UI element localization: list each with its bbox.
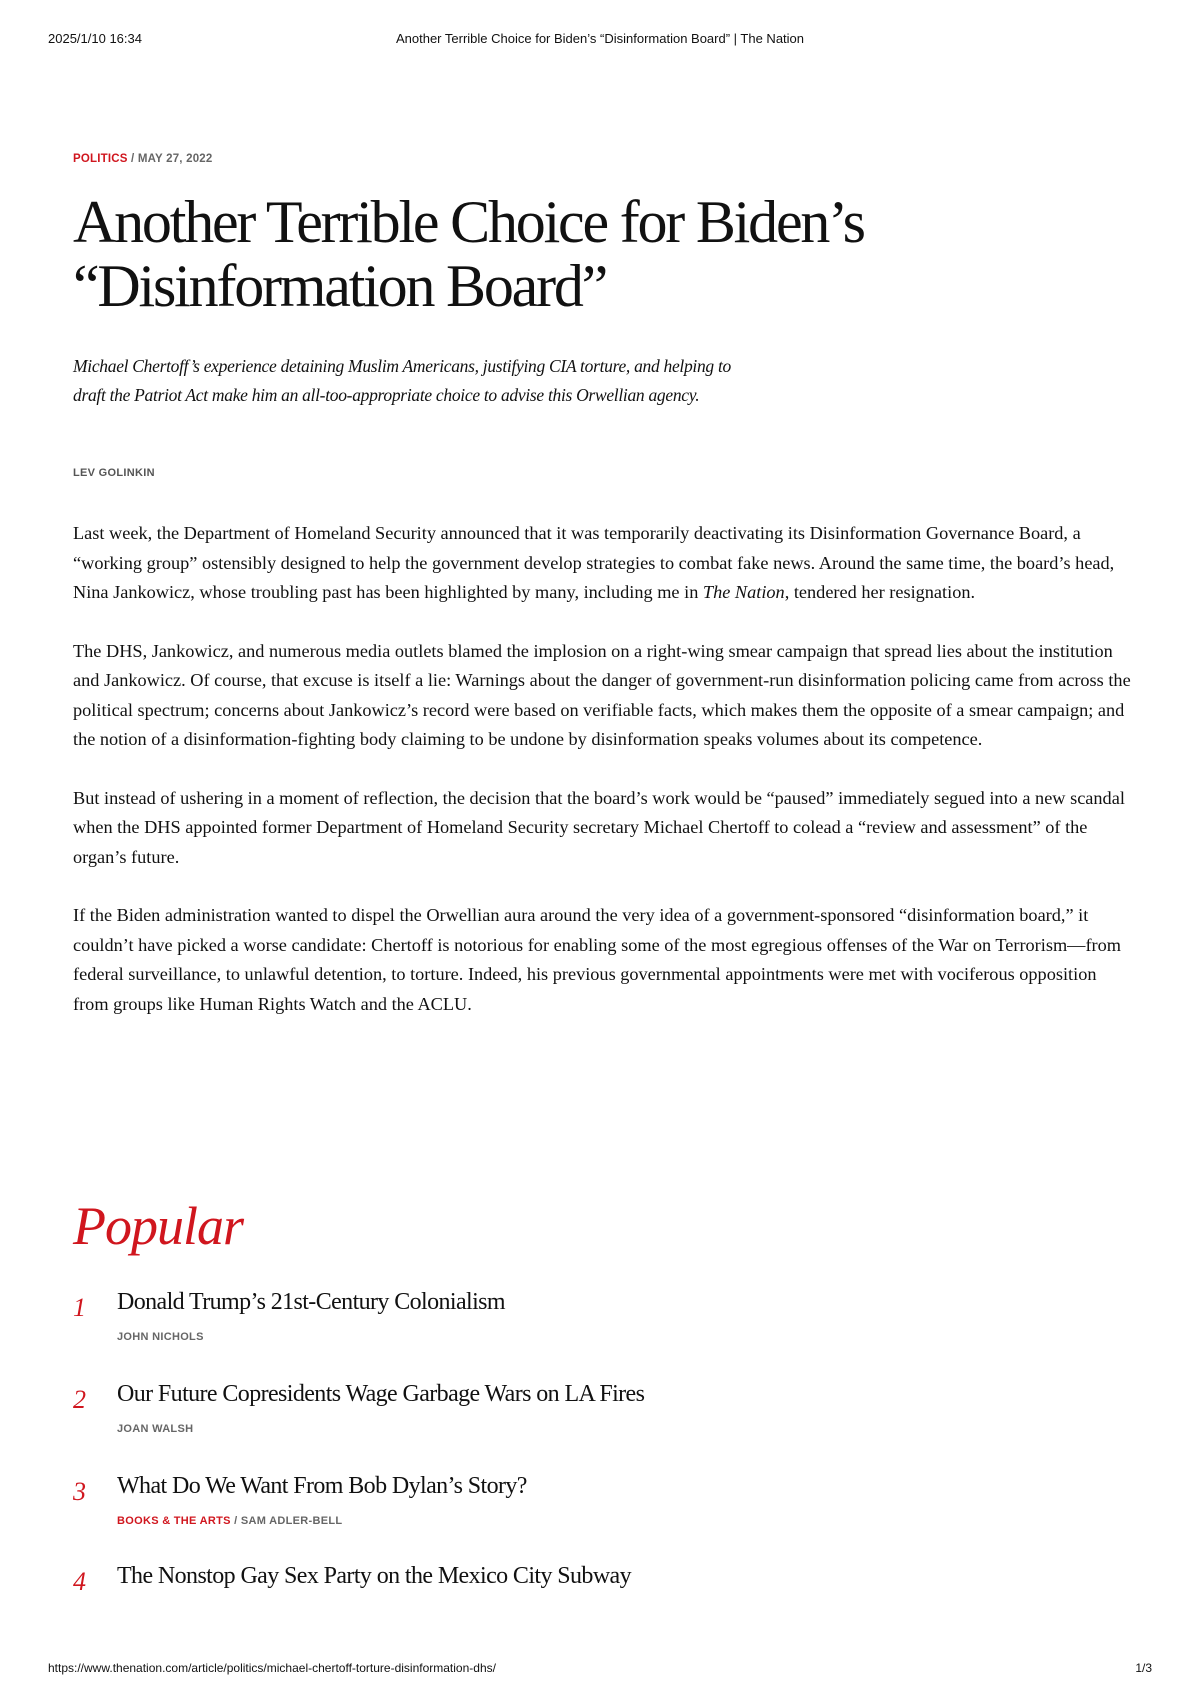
popular-title-link[interactable]: The Nonstop Gay Sex Party on the Mexico City Subway — [117, 1563, 632, 1589]
popular-heading: Popular — [73, 1196, 244, 1256]
popular-meta — [117, 1331, 204, 1343]
popular-title-link[interactable]: Our Future Copresidents Wage Garbage Wars on LA Fires — [117, 1381, 645, 1407]
print-page-number: 1/3 — [1135, 1661, 1152, 1675]
body-paragraph — [73, 519, 1133, 608]
article-body — [73, 519, 1133, 1048]
popular-rank: 4 — [73, 1567, 86, 1596]
print-footer — [48, 1661, 1152, 1681]
print-url: https://www.thenation.com/article/politics/michael-chertoff-torture-disinformation-dhs/ — [48, 1661, 496, 1675]
section-link[interactable]: POLITICS — [73, 153, 128, 165]
popular-meta — [117, 1515, 342, 1527]
popular-author[interactable]: JOHN NICHOLS — [117, 1331, 204, 1343]
print-page-title: Another Terrible Choice for Biden’s “Disinformation Board” | The Nation — [395, 31, 805, 46]
print-header — [48, 31, 1152, 51]
body-paragraph: But instead of ushering in a moment of reflection, the decision that the board’s work would be “paused” immediately segued into a new scandal when the DHS appointed former Department of Homeland Security secretary Michael Chertoff to colead a “review and assessment” of the organ’s future. — [73, 787, 1125, 867]
paragraph-text: , tendered her resignation. — [784, 582, 976, 602]
popular-title-link[interactable]: Donald Trump’s 21st-Century Colonialism — [117, 1289, 505, 1315]
author-link[interactable]: LEV GOLINKIN — [73, 467, 155, 479]
body-paragraph: If the Biden administration wanted to dispel the Orwellian aura around the very idea of a government-sponsored “disinformation board,” it couldn’t have picked a worse candidate: Chertoff is notorious for enabling some of the most egregious offenses of the War on Terrorism—from federal surveillance, to unlawful detention, to torture. Indeed, his previous governmental appointments were met with vociferous opposition from groups like Human Rights Watch and the ACLU. — [73, 905, 1121, 1014]
popular-author[interactable]: SAM ADLER-BELL — [240, 1515, 343, 1527]
article-headline: Another Terrible Choice for Biden’s “Disinformation Board” — [73, 189, 864, 319]
publication-name[interactable]: The Nation — [702, 582, 785, 602]
popular-rank: 2 — [73, 1385, 86, 1414]
popular-author[interactable]: JOAN WALSH — [117, 1423, 194, 1435]
article-dek: Michael Chertoff’s experience detaining Muslim Americans, justifying CIA torture, and helping to draft the Patriot Act make him an all-too-appropriate choice to advise this Orwellian agency. — [73, 356, 731, 405]
popular-meta — [117, 1423, 193, 1435]
popular-rank: 1 — [73, 1293, 86, 1322]
print-datetime: 2025/1/10 16:34 — [48, 31, 142, 46]
kicker-separator: / — [127, 153, 138, 165]
popular-sep: / — [230, 1515, 241, 1527]
popular-title-link[interactable]: What Do We Want From Bob Dylan’s Story? — [117, 1473, 527, 1499]
article-kicker — [73, 153, 212, 165]
popular-rank: 3 — [73, 1477, 86, 1506]
article-date: MAY 27, 2022 — [137, 153, 213, 165]
body-paragraph: The DHS, Jankowicz, and numerous media outlets blamed the implosion on a right-wing smear campaign that spread lies about the institution and Jankowicz. Of course, that excuse is itself a lie: Warnings about the danger of government-run disinformation policing came from across the political spectrum; concerns about Jankowicz’s record were based on verifiable facts, which makes them the opposite of a smear campaign; and the notion of a disinformation-fighting body claiming to be undone by disinformation speaks volumes about its competence. — [73, 640, 1131, 749]
popular-section[interactable]: BOOKS & THE ARTS — [117, 1515, 231, 1527]
paragraph-text: Last week, the Department of Homeland Security announced that it was temporarily deactivating its Disinformation Governance Board, a “working group” ostensibly designed to help the government develop strategies to combat fake news. Around the same time, the board’s head, Nina Jankowicz, whose troubling past has been highlighted by many, including me in — [73, 523, 1115, 602]
